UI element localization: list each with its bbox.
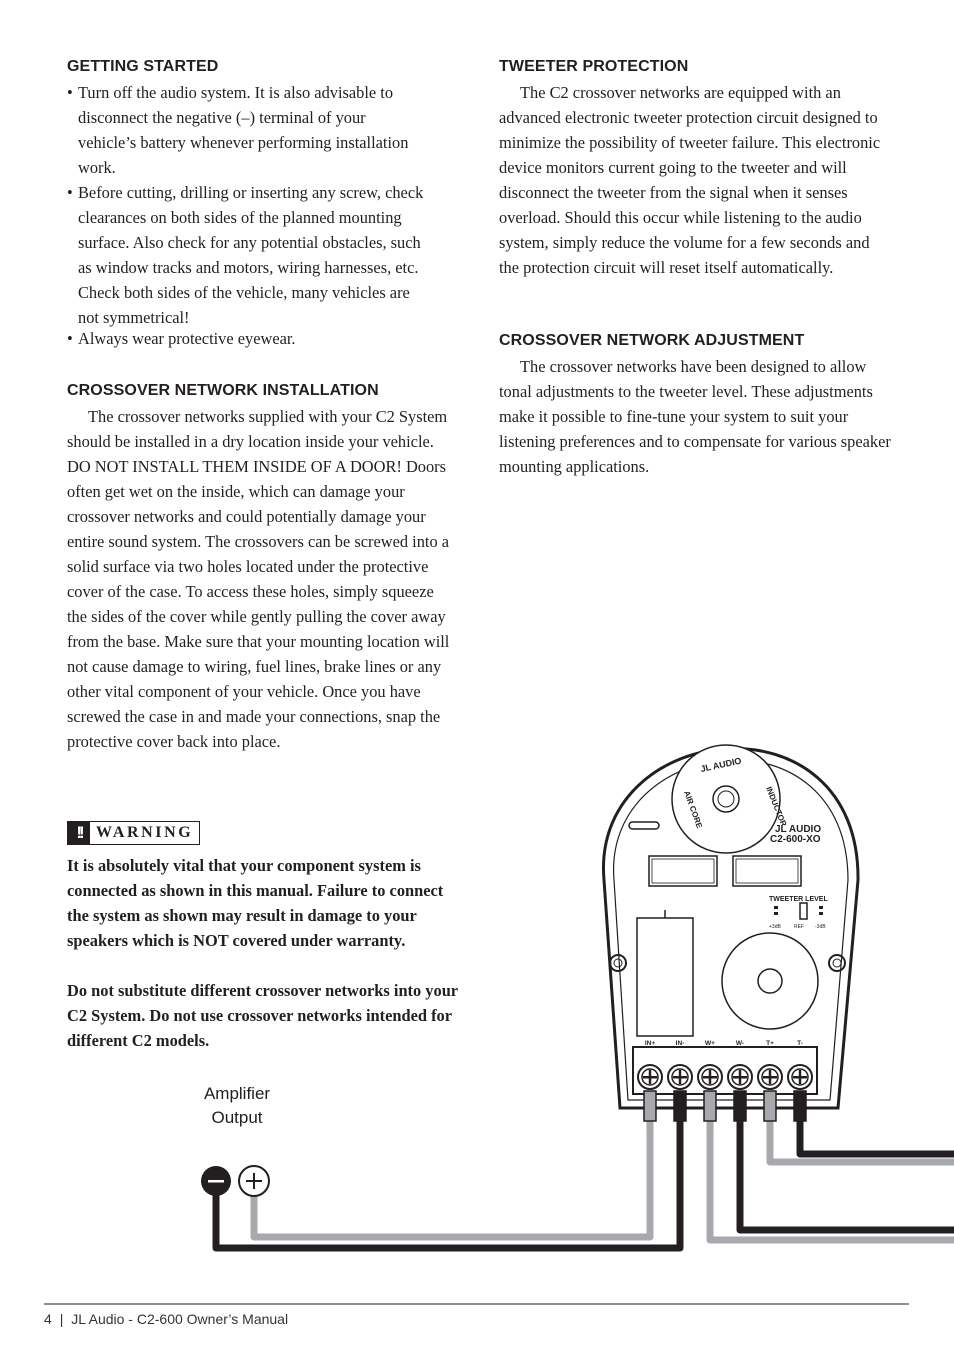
positive-input-wire — [254, 1110, 650, 1237]
inductor-left-text: AIR CORE — [682, 789, 704, 830]
warning-paragraph-2: Do not substitute different crossover networks into your C2 System. Do not use crossover networks intended for different C2 models. — [67, 981, 458, 1050]
terminal-label: IN- — [675, 1040, 685, 1047]
inductor-brand-text: JL AUDIO — [699, 755, 743, 775]
terminal-label: T+ — [766, 1040, 774, 1047]
wire-insulator — [644, 1091, 656, 1121]
list-item: • Always wear protective eyewear. — [67, 326, 427, 351]
terminal-label: IN+ — [644, 1040, 656, 1047]
wire-insulator — [764, 1091, 776, 1121]
terminal-label: T- — [797, 1040, 803, 1047]
tweeter-protection-heading: TWEETER PROTECTION — [499, 58, 689, 75]
adjustment-body: The crossover networks have been designed to allow tonal adjustments to the tweeter level. These adjustments make it possible to fine-tune your system to suit your listening preferences and to compensate for various speaker mounting applications. — [499, 357, 891, 476]
board-model-text: C2-600-XO — [770, 834, 821, 845]
tweeter-level-jumper — [800, 903, 807, 919]
adjustment-heading: CROSSOVER NETWORK ADJUSTMENT — [499, 332, 805, 349]
list-item: • Before cutting, drilling or inserting any screw, check clearances on both sides of the planned mounting surface. Also check for any potential obstacles, such as window tracks and motors, wiring harnesses, etc. Check both sides of the vehicle, many vehicles are not symmetrical! — [67, 180, 427, 330]
footer-text: JL Audio - C2-600 Owner’s Manual — [71, 1311, 289, 1327]
terminal-label: W+ — [705, 1040, 715, 1047]
woofer-positive-wire — [710, 1110, 954, 1240]
page-number: 4 — [44, 1311, 52, 1327]
tweeter-negative-wire — [800, 1110, 954, 1154]
installation-body: The crossover networks supplied with your C2 System should be installed in a dry location inside your vehicle. DO NOT INSTALL THEM INSIDE OF A DOOR! Doors often get wet on the inside, which can damage your crossover networks and could potentially damage your entire sound system. The crossovers can be screwed into a solid surface via two holes located under the protective cover of the case. To access these holes, simply squeeze the sides of the cover while gently pulling the cover away from the base. Make sure that your mounting location will not cause damage to wiring, fuel lines, brake lines or any other vital component of your vehicle. Once you have screwed the case in and made your connections, snap the protective cover back into place. — [67, 407, 450, 751]
tweeter-protection-body: The C2 crossover networks are equipped with an advanced electronic tweeter protection circuit designed to minimize the possibility of tweeter failure. This electronic device monitors current going to the tweeter and will disconnect the tweeter from the signal when it senses overload. Should this occur while listening to the audio system, simply reduce the volume for a few seconds and the protection circuit will reset itself automatically. — [499, 83, 881, 277]
negative-input-wire — [216, 1110, 680, 1248]
wire-insulator — [734, 1091, 746, 1121]
tweeter-level-option: -3dB — [815, 924, 826, 930]
tweeter-level-option: REF — [794, 924, 804, 930]
installation-heading: CROSSOVER NETWORK INSTALLATION — [67, 382, 379, 399]
wire-insulator — [794, 1091, 806, 1121]
minus-icon — [208, 1180, 224, 1183]
tweeter-level-option: +3dB — [769, 924, 781, 930]
inductor-right-text: INDUCTOR — [764, 785, 789, 828]
tweeter-level-title: TWEETER LEVEL — [769, 896, 828, 903]
warning-label: WARNING — [96, 824, 194, 841]
exclamation-icon: !! — [68, 822, 90, 844]
wire-insulator — [674, 1091, 686, 1121]
getting-started-heading: GETTING STARTED — [67, 58, 219, 75]
amplifier-label-line2: Output — [211, 1108, 263, 1127]
wire-insulator — [704, 1091, 716, 1121]
footer-separator: | — [59, 1311, 64, 1327]
amplifier-label-line1: Amplifier — [203, 1084, 271, 1103]
board-brand-text: JL AUDIO — [775, 824, 822, 835]
terminal-label: W- — [735, 1040, 745, 1047]
list-item: • Turn off the audio system. It is also advisable to disconnect the negative (–) terminal of your vehicle’s battery whenever performing installation work. — [67, 80, 427, 180]
warning-paragraph-1: It is absolutely vital that your component system is connected as shown in this manual. Failure to connect the system as shown may result in damage to your speakers which is NOT covered under warranty. — [67, 856, 444, 950]
page-footer — [44, 1311, 288, 1327]
